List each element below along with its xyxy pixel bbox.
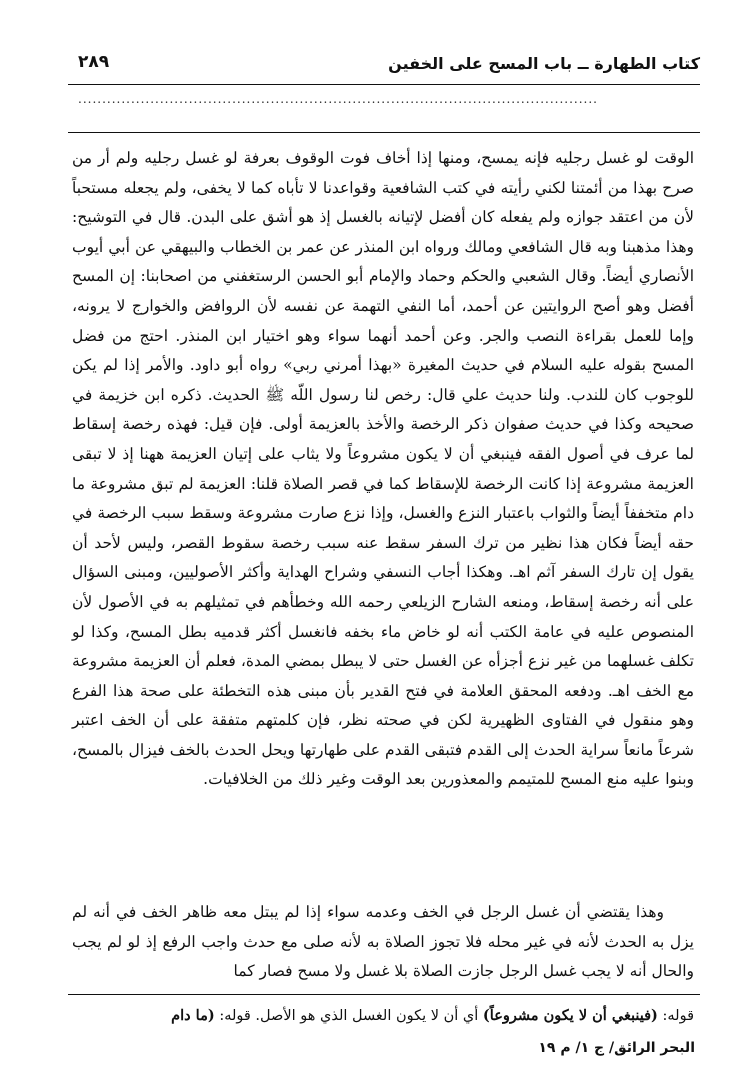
second-paragraph: وهذا يقتضي أن غسل الرجل في الخف وعدمه سواء إذا لم يبتل معه ظاهر الخف في أنه لم يزل به الحدث لأنه في غير محله فلا تجوز الصلاة به لأنه صلى مع حدث واجب الرفع إذ لو لم يجب والحال أنه لا يجب غسل الرجل جازت الصلاة بلا غسل ولا مسح فصار كما	[72, 903, 694, 981]
main-text-rule	[68, 132, 700, 133]
page-number: ٢٨٩	[78, 52, 110, 72]
footnote-quoted-term: (فينبغي أن لا يكون مشروعاً)	[482, 1007, 658, 1024]
footnote-lead: قوله:	[657, 1008, 694, 1024]
header-rule	[68, 84, 700, 85]
source-reference: البحر الرائق/ ج ١/ م ١٩	[538, 1040, 695, 1056]
dotted-separator: ............................................................................................................	[78, 92, 598, 106]
second-paragraph-block	[72, 898, 694, 987]
main-text-block	[72, 144, 694, 795]
footnote	[72, 1004, 694, 1028]
page-header	[68, 50, 700, 82]
main-paragraph: الوقت لو غسل رجليه فإنه يمسح، ومنها إذا أخاف فوت الوقوف بعرفة لو غسل رجليه ولم أر من صرح بهذا من أئمتنا لكني رأيته في كتب الشافعية وقواعدنا لا تأباه كما لا يخفى، ولم يجعله مستحباً لأن من اعتقد جوازه ولم يفعله كان أفضل لإتيانه بالغسل إذ هو أشق على البدن. قال في التوشيح: وهذا مذهبنا وبه قال الشافعي ومالك ورواه ابن المنذر عن عمر بن الخطاب والبيهقي عن أبي أيوب الأنصاري أيضاً. وقال الشعبي والحكم وحماد والإمام أبو الحسن الرستغفني من اصحابنا: إن المسح أفضل وهو أصح الروايتين عن أحمد، أما النفي التهمة عن نفسه لأن الروافض والخوارج لا يرونه، وإما للعمل بقراءة النصب والجر. وعن أحمد أنهما سواء وهو اختيار ابن المنذر. احتج من فضل المسح بقوله عليه السلام في حديث المغيرة «بهذا أمرني ربي» رواه أبو داود. والأمر إذا لم يكن للوجوب كان للندب. ولنا حديث علي قال: رخص لنا رسول اللّه ﷺ الحديث. ذكره ابن خزيمة في صحيحه وكذا في حديث صفوان ذكر الرخصة والأخذ بالعزيمة أولى. فإن قيل: فهذه رخصة إسقاط لما عرف في أصول الفقه فينبغي أن لا يكون مشروعاً ولا يثاب على إتيان العزيمة ههنا إذ لا تبقى العزيمة مشروعة إذا كانت الرخصة للإسقاط كما في قصر الصلاة قلنا: العزيمة لم تبق مشروعة ما دام متخففاً أيضاً والثواب باعتبار النزع والغسل، وإذا نزع صارت مشروعة وسقط سبب الرخصة في حقه أيضاً فكان هذا نظير من ترك السفر سقط عنه سبب رخصة سقوط القصر، وليس لأحد أن يقول إن تارك السفر آثم اهـ. وهكذا أجاب النسفي وشراح الهداية وأكثر الأصوليين، ومبنى السؤال على أنه رخصة إسقاط، ومنعه الشارح الزيلعي رحمه الله وخطأهم في تمثيلهم به في الأصول لأن المنصوص عليه في عامة الكتب أنه لو خاض ماء بخفه فانغسل أكثر قدميه بطل المسح، وكذا لو تكلف غسلهما من غير نزع أجزأه عن الغسل حتى لا يبطل بمضي المدة، فعلم أن العزيمة مشروعة مع الخف اهـ. ودفعه المحقق العلامة في فتح القدير بأن مبنى هذه التخطئة على صحة هذا الفرع وهو منقول في الفتاوى الظهيرية لكن في صحته نظر، فإن كلمتهم متفقة على أن الخف اعتبر شرعاً مانعاً سراية الحدث إلى القدم فتبقى القدم على طهارتها ويحل الحدث بالخف فيزال بالمسح، وبنوا عليه منع المسح للمتيمم والمعذورين بعد الوقت وغير ذلك من الخلافيات.	[72, 149, 694, 789]
running-title: كتاب الطهارة ــ باب المسح على الخفين	[388, 54, 700, 73]
footnote-rule	[68, 994, 700, 995]
footnote-quoted-term-2: (ما دام	[171, 1007, 215, 1024]
footnote-rest: أي أن لا يكون الغسل الذي هو الأصل. قوله:	[214, 1008, 483, 1024]
